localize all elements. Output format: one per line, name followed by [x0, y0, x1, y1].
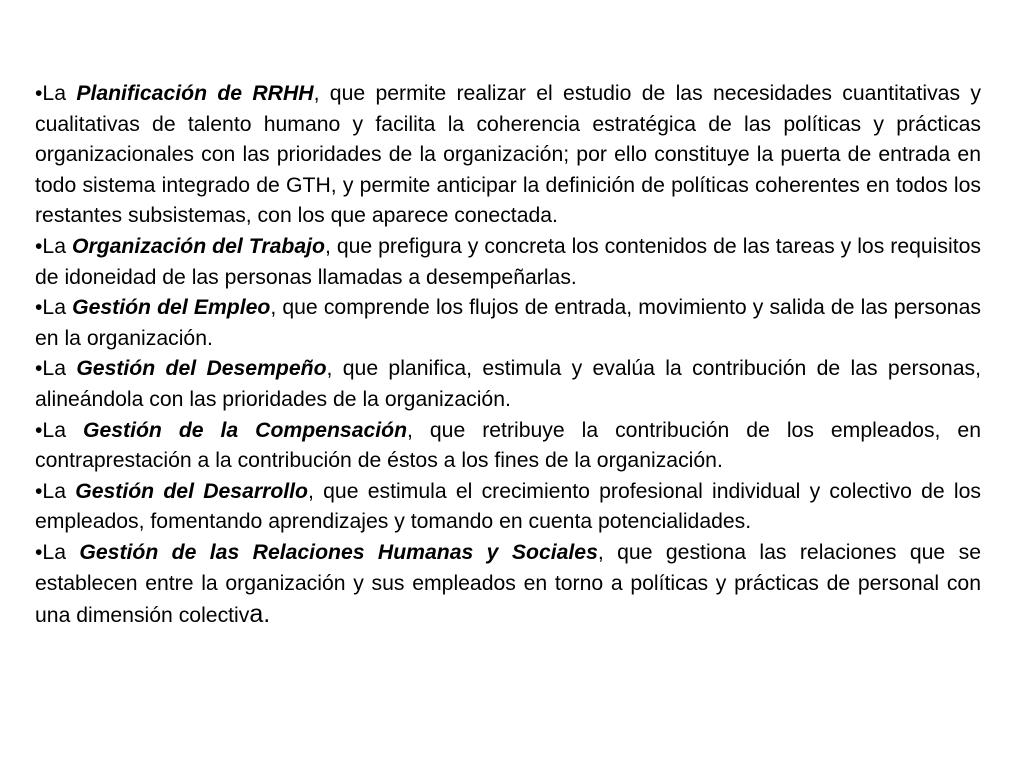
bullet-description: , que comprende los flujos de entrada, movimiento y salida de las personas en la organización.	[35, 296, 981, 350]
bullet-description: , que permite realizar el estudio de las necesidades cuantitativas y cualitativas de talento humano y facilita la coherencia estratégica de las políticas y prácticas organizacionales con las prioridades de la organización; por ello constituye la puerta de entrada en todo sistema integrado de GTH, y permite anticipar la definición de políticas coherentes en todos los restantes subsistemas, con los que aparece conectada.	[35, 82, 981, 228]
bullet-term: Organización del Trabajo	[71, 234, 325, 258]
bullet-article: La	[42, 234, 72, 258]
bullet-item-relaciones	[35, 538, 981, 632]
bullet-term: Gestión del Desarrollo	[75, 479, 308, 503]
bullet-article: La	[42, 82, 77, 105]
bullet-icon: •	[35, 234, 43, 258]
bullet-item-desempeno	[35, 354, 981, 415]
bullet-description: , que planifica, estimula y evalúa la contribución de las personas, alineándola con las prioridades de la organización.	[35, 357, 981, 411]
bullet-article: La	[42, 357, 77, 381]
bullet-icon: •	[35, 479, 43, 503]
bullet-description: , que gestiona las relaciones que se establecen entre la organización y sus empleados en torno a políticas y prácticas de personal con una dimensión colectiv	[35, 540, 981, 628]
bullet-item-empleo	[35, 293, 981, 354]
bullet-item-compensacion	[35, 416, 981, 477]
bullet-icon: •	[35, 296, 43, 320]
bullet-term: Planificación de RRHH	[76, 82, 314, 105]
bullet-article: La	[42, 540, 80, 564]
bullet-icon: •	[35, 418, 43, 442]
bullet-term: Gestión de la Compensación	[82, 418, 408, 442]
bullet-item-desarrollo	[35, 477, 981, 538]
bullet-item-planificacion	[35, 79, 981, 232]
bullet-icon: •	[35, 82, 43, 105]
bullet-term: Gestión del Desempeño	[76, 357, 327, 381]
bullet-term: Gestión del Empleo	[72, 296, 271, 320]
bullet-article: La	[42, 418, 83, 442]
bullet-icon: •	[35, 540, 43, 564]
bullet-description: , que estimula el crecimiento profesional individual y colectivo de los empleados, fomentando aprendizajes y tomando en cuenta potencialidades.	[35, 479, 981, 534]
bullet-list	[35, 79, 981, 632]
bullet-term: Gestión de las Relaciones Humanas y Sociales	[79, 540, 598, 564]
bullet-description: , que prefigura y concreta los contenidos de las tareas y los requisitos de idoneidad de las personas llamadas a desempeñarlas.	[35, 234, 981, 289]
bullet-description: , que retribuye la contribución de los empleados, en contraprestación a la contribución de éstos a los fines de la organización.	[35, 418, 981, 473]
bullet-article: La	[42, 296, 73, 320]
bullet-icon: •	[35, 357, 43, 381]
bullet-final-text: a.	[249, 600, 271, 629]
bullet-item-organizacion	[35, 232, 981, 293]
bullet-article: La	[42, 479, 76, 503]
